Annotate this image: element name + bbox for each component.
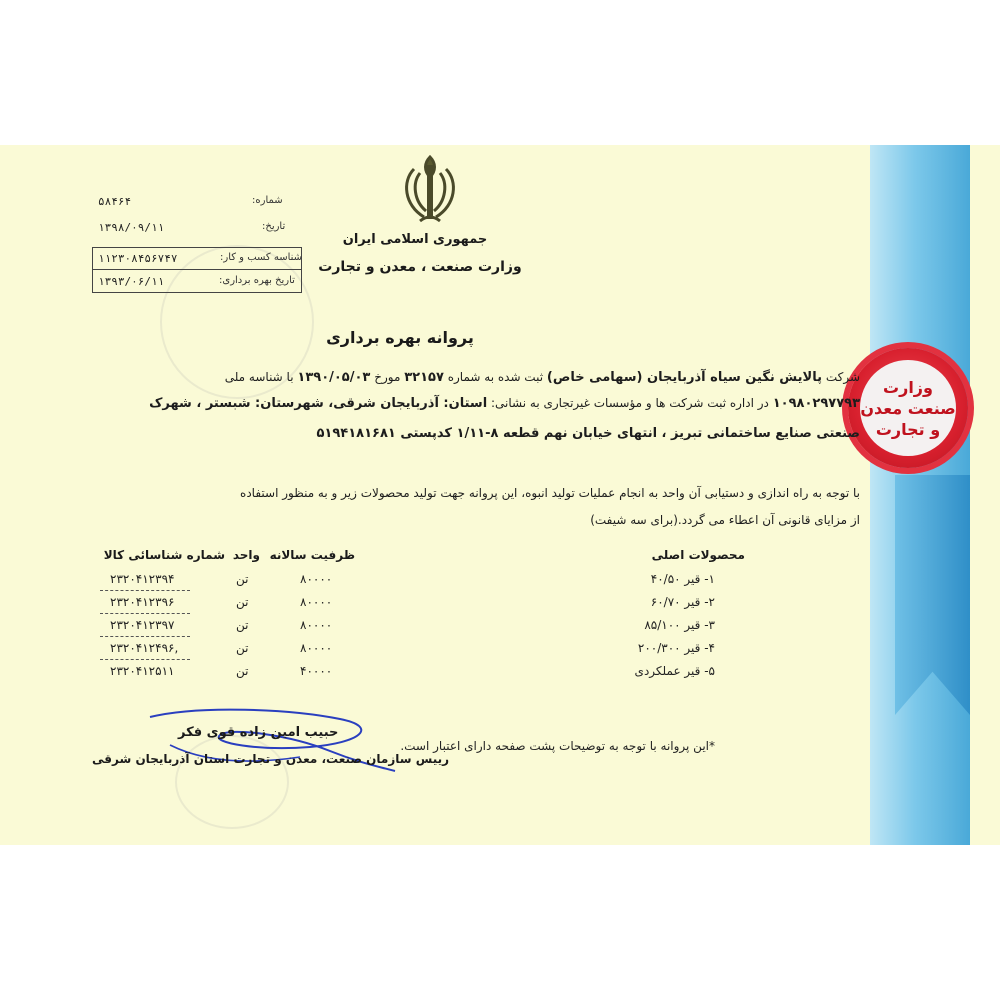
business-id-value: ۱۱۲۳۰۸۴۵۶۷۴۷ [98, 252, 178, 265]
row-capacity: ۸۰۰۰۰ [300, 572, 333, 586]
iran-emblem-icon [394, 151, 466, 229]
date-value: ۱۳۹۸/۰۹/۱۱ [98, 221, 165, 234]
address-part-1: استان: آذربایجان شرقی، شهرستان: شبستر ، شهرک [149, 396, 488, 411]
header-products: محصولات اصلی [651, 548, 745, 562]
business-id-label: شناسه کسب و کار: [220, 252, 303, 263]
row-code: ۲۳۲۰۴۱۲۵۱۱ [110, 664, 175, 678]
row-unit: تن [236, 618, 249, 632]
footnote: *این پروانه با توجه به توضیحات پشت صفحه دارای اعتبار است. [400, 739, 715, 753]
certificate-sheet [0, 145, 1000, 845]
republic-header: جمهوری اسلامی ایران [342, 232, 488, 247]
operation-date-value: ۱۳۹۳/۰۶/۱۱ [98, 275, 165, 288]
body-line-3 [90, 426, 860, 441]
header-code: شماره شناسائی کالا [103, 548, 225, 562]
signatory-name: حبیب امین زاده قوی فکر [178, 725, 339, 740]
national-id: ۱۰۹۸۰۲۹۷۷۹۳ [772, 396, 860, 411]
number-label: شماره: [252, 195, 283, 206]
registration-number: ۳۲۱۵۷ [404, 370, 444, 385]
row-code: ۲۳۲۰۴۱۲۴۹۶, [110, 641, 179, 655]
operation-date-label: تاریخ بهره برداری: [219, 275, 295, 286]
date-label: تاریخ: [262, 221, 286, 232]
body-line-1: شرکت پالایش نگین سیاه آذربایجان (سهامی خاص) ثبت شده به شماره ۳۲۱۵۷ مورخ ۱۳۹۰/۰۵/۰۳ با شناسه ملی [224, 370, 860, 385]
row-capacity: ۸۰۰۰۰ [300, 641, 333, 655]
row-product: ۱- قیر ۴۰/۵۰ [650, 572, 715, 586]
seal-text: وزارت صنعت معدن و تجارت [860, 377, 956, 439]
row-code: ۲۳۲۰۴۱۲۳۹۷ [110, 618, 175, 632]
header-unit: واحد [232, 548, 260, 562]
row-product: ۲- قیر ۶۰/۷۰ [650, 595, 715, 609]
row-unit: تن [236, 572, 249, 586]
row-code: ۲۳۲۰۴۱۲۳۹۶ [110, 595, 175, 609]
row-unit: تن [236, 641, 249, 655]
address-part-2: صنعتی صنایع ساختمانی تبریز ، انتهای خیابان نهم قطعه ۸-۱/۱۱ کدپستی ۵۱۹۴۱۸۱۶۸۱ [316, 426, 860, 441]
body-para2-line-2: از مزایای قانونی آن اعطاء می گردد.(برای سه شیفت) [590, 513, 860, 527]
signatory-title: رییس سازمان صنعت، معدن و تجارت استان آذربایجان شرقی [92, 752, 449, 766]
row-capacity: ۸۰۰۰۰ [300, 595, 333, 609]
company-name: پالایش نگین سیاه آذربایجان (سهامی خاص) [546, 370, 822, 385]
number-value: ۵۸۴۶۴ [98, 195, 132, 208]
row-product: ۳- قیر ۸۵/۱۰۰ [644, 618, 715, 632]
row-unit: تن [236, 664, 249, 678]
row-capacity: ۴۰۰۰۰ [300, 664, 333, 678]
document-title: پروانه بهره برداری [326, 328, 474, 347]
body-line-2: ۱۰۹۸۰۲۹۷۷۹۳ در اداره ثبت شرکت ها و مؤسسات غیرتجاری به نشانی: استان: آذربایجان شرقی، شهرستان: شبستر ، شهرک [149, 396, 860, 411]
header-capacity: ظرفیت سالانه [269, 548, 355, 562]
row-product: ۵- قیر عملکردی [634, 664, 715, 678]
ministry-header: وزارت صنعت ، معدن و تجارت [318, 259, 522, 275]
row-product: ۴- قیر ۲۰۰/۳۰۰ [637, 641, 715, 655]
row-code: ۲۳۲۰۴۱۲۳۹۴ [110, 572, 175, 586]
ministry-seal [848, 348, 968, 468]
row-capacity: ۸۰۰۰۰ [300, 618, 333, 632]
body-para2-line-1: با توجه به راه اندازی و دستیابی آن واحد به انجام عملیات تولید انبوه، این پروانه جهت تولید محصولات زیر و به منظور استفاده [240, 486, 860, 500]
row-unit: تن [236, 595, 249, 609]
registration-date: ۱۳۹۰/۰۵/۰۳ [297, 370, 371, 385]
